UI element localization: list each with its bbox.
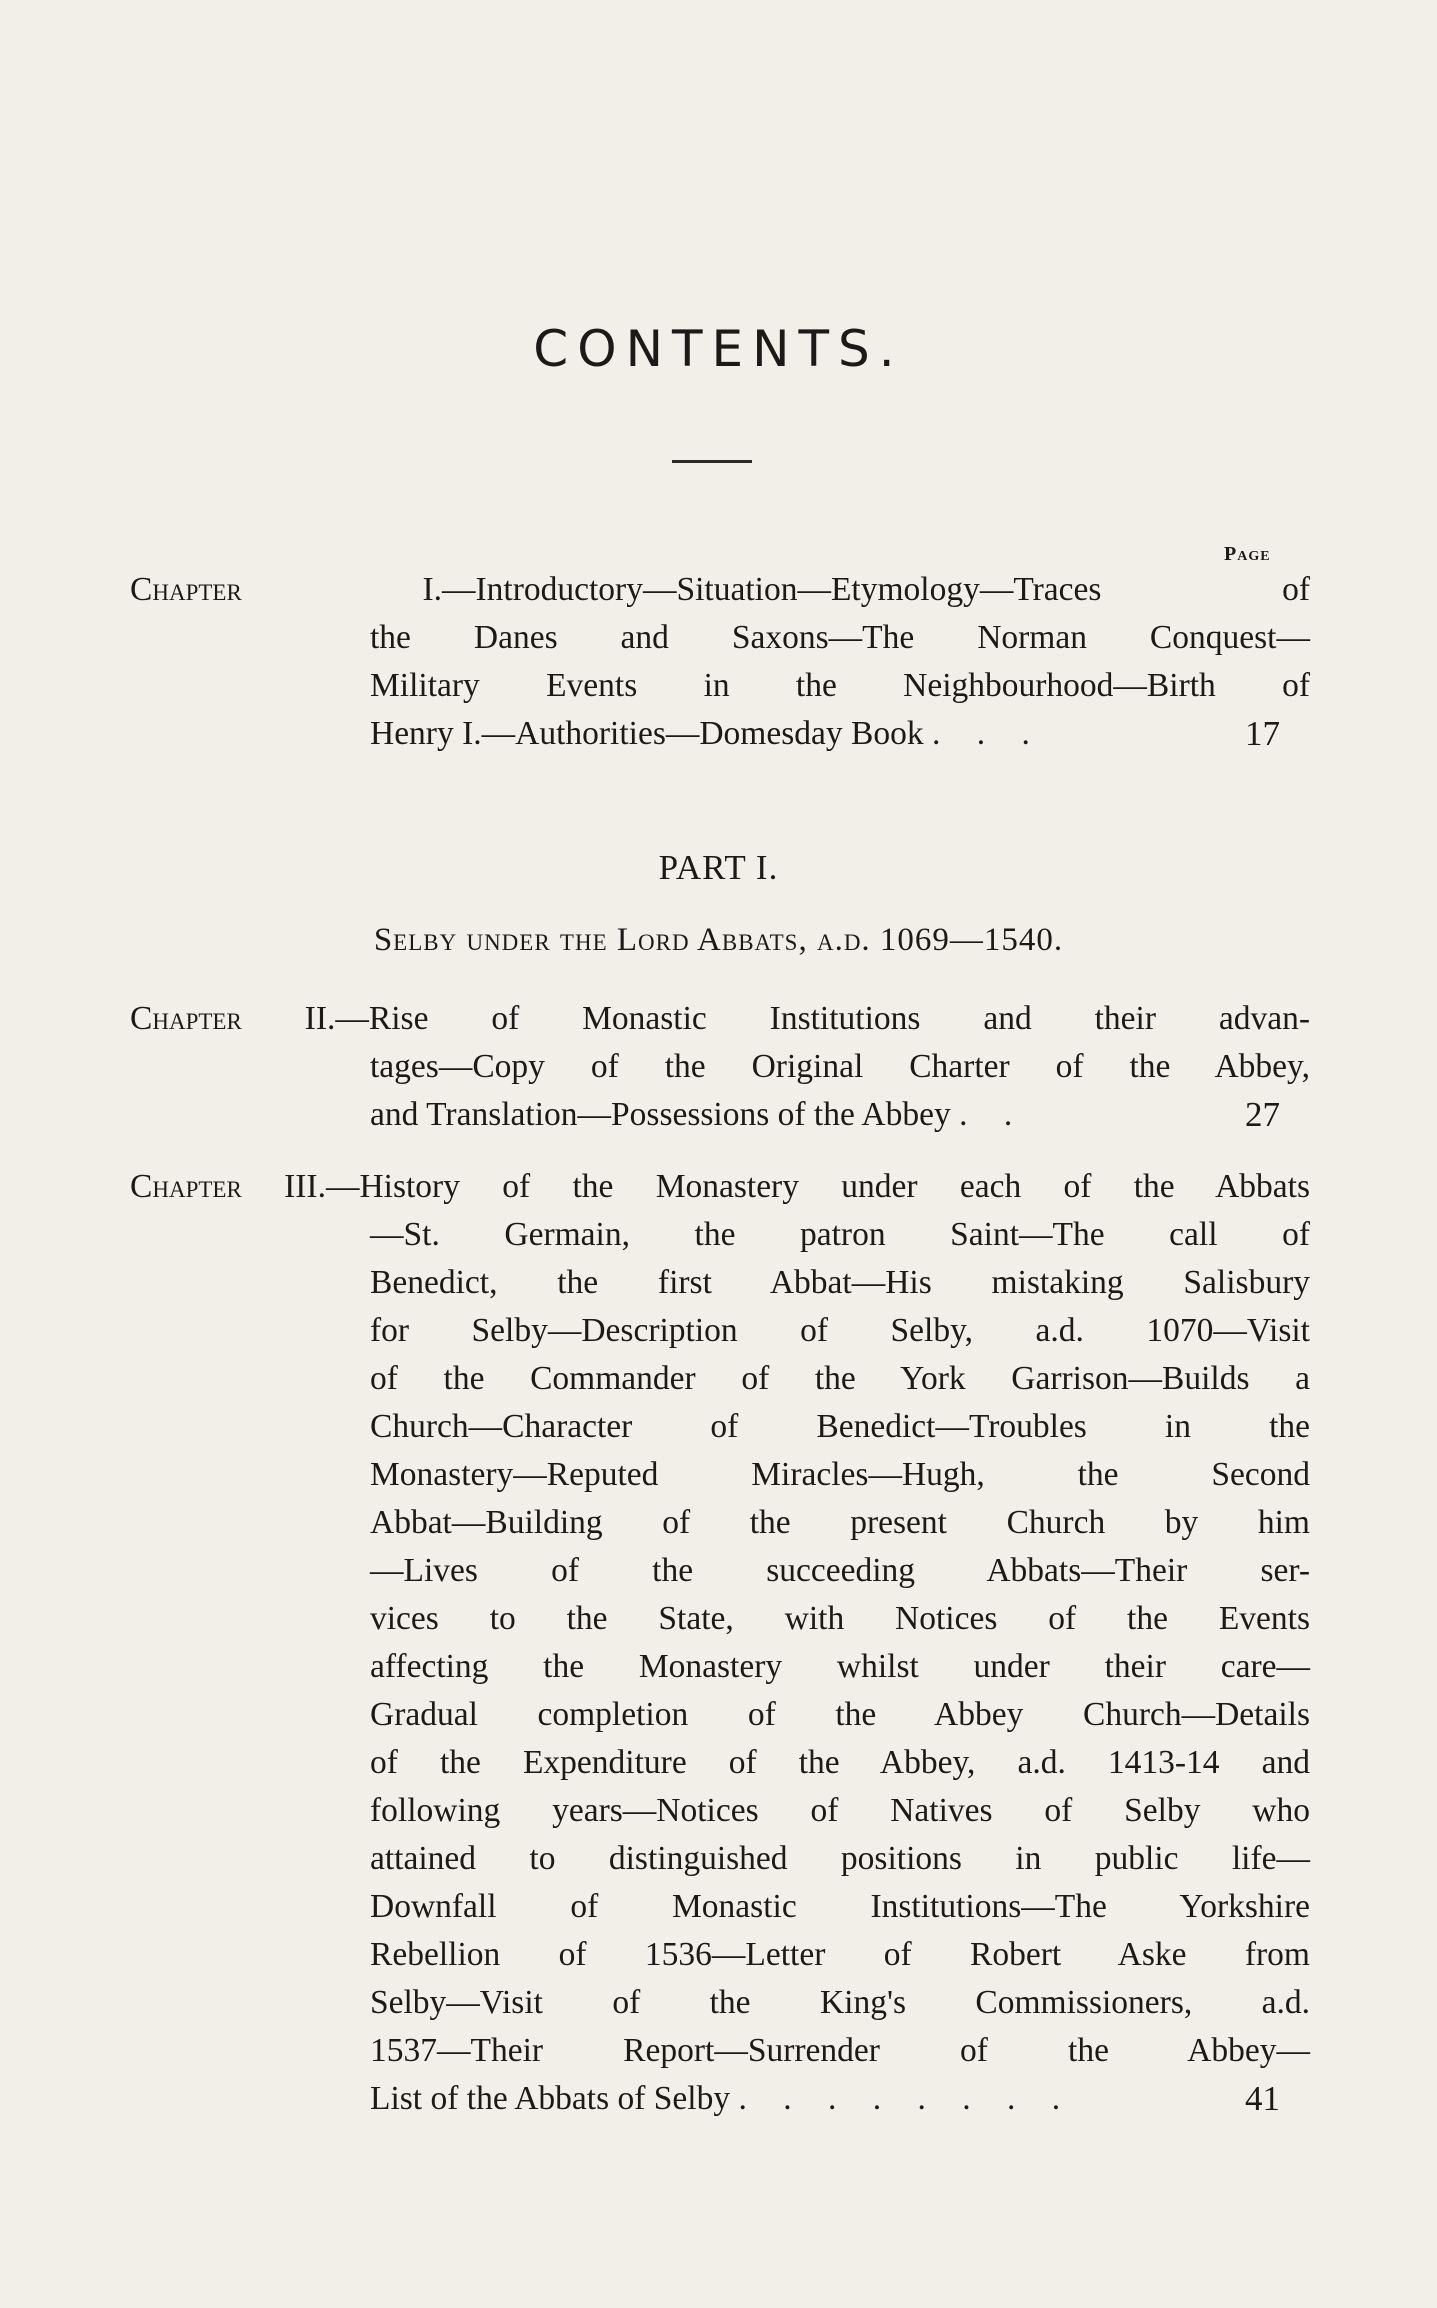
- chapter-text-line: List of the Abbats of Selby: [370, 2080, 731, 2117]
- chapter-text-line: Rebellion of 1536—Letter of Robert Aske from: [370, 1936, 1310, 1973]
- toc-line: [130, 1547, 1310, 1595]
- chapter-text-line: affecting the Monastery whilst under their care—: [370, 1648, 1310, 1685]
- title-rule: [672, 460, 752, 463]
- chapter-text-line: the Danes and Saxons—The Norman Conquest—: [370, 619, 1310, 656]
- toc-line: [130, 1835, 1310, 1883]
- chapter-text-line: —Introductory—Situation—Etymology—Traces of: [442, 571, 1311, 608]
- chapter-text-line: Henry I.—Authorities—Domesday Book: [370, 715, 924, 752]
- toc-line: [130, 1643, 1310, 1691]
- chapter-text-line: —Lives of the succeeding Abbats—Their ser-: [370, 1552, 1310, 1589]
- toc-line: [130, 662, 1310, 710]
- chapter-text-line: Church—Character of Benedict—Troubles in the: [370, 1408, 1310, 1445]
- toc-entry-chapter-3[interactable]: [130, 1163, 1310, 2123]
- toc-line: [130, 1451, 1310, 1499]
- chapter-text-line: of the Commander of the York Garrison—Builds a: [370, 1360, 1310, 1397]
- chapter-text-line: attained to distinguished positions in public life—: [370, 1840, 1310, 1877]
- chapter-text-line: Benedict, the first Abbat—His mistaking Salisbury: [370, 1264, 1310, 1301]
- toc-line: [130, 1163, 1310, 1211]
- toc-line: [130, 1883, 1310, 1931]
- toc-line: [130, 2075, 1290, 2123]
- chapter-text-line: of the Expenditure of the Abbey, a.d. 1413-14 and: [370, 1744, 1310, 1781]
- chapter-text-line: Monastery—Reputed Miracles—Hugh, the Second: [370, 1456, 1310, 1493]
- leader-dots: . . .: [931, 715, 1044, 752]
- toc-line: [130, 1091, 1290, 1139]
- chapter-text-line: Military Events in the Neighbourhood—Birth of: [370, 667, 1310, 704]
- page-number: 27: [1245, 1095, 1280, 1134]
- toc-line: [130, 1787, 1310, 1835]
- toc-line: [130, 1259, 1310, 1307]
- leader-dots: . .: [959, 1096, 1027, 1133]
- chapter-text-line: Selby—Visit of the King's Commissioners, a.d.: [370, 1984, 1310, 2021]
- toc-line: [130, 1307, 1310, 1355]
- toc-line: [130, 1691, 1310, 1739]
- part-subtitle: Selby under the Lord Abbats, a.d. 1069—1540.: [373, 922, 1064, 958]
- toc-line: [130, 995, 1310, 1043]
- part-title: PART I.: [658, 848, 779, 887]
- chapter-text-line: for Selby—Description of Selby, a.d. 1070—Visit: [370, 1312, 1310, 1349]
- chapter-text-line: following years—Notices of Natives of Selby who: [370, 1792, 1310, 1829]
- toc-line: [130, 1739, 1310, 1787]
- toc-line: [130, 2027, 1310, 2075]
- toc-line: [130, 1595, 1310, 1643]
- page-title: CONTENTS.: [533, 320, 904, 378]
- chapter-label: Chapter III.: [130, 1168, 326, 1205]
- chapter-text-line: Gradual completion of the Abbey Church—Details: [370, 1696, 1310, 1733]
- chapter-text-line: vices to the State, with Notices of the Events: [370, 1600, 1310, 1637]
- toc-line: [130, 566, 1311, 614]
- toc-line: [130, 1979, 1310, 2027]
- toc-line: [130, 1355, 1310, 1403]
- chapter-text-line: —St. Germain, the patron Saint—The call of: [370, 1216, 1310, 1253]
- toc-line: [130, 1931, 1310, 1979]
- chapter-text-line: —History of the Monastery under each of the Abbats: [325, 1168, 1310, 1205]
- leader-dots: . . . . . . . .: [738, 2080, 1075, 2117]
- toc-line: [130, 1499, 1310, 1547]
- page-number: 41: [1245, 2079, 1280, 2118]
- toc-entry-chapter-1[interactable]: [130, 566, 1311, 758]
- toc-entry-chapter-2[interactable]: [130, 995, 1310, 1139]
- chapter-text-line: Abbat—Building of the present Church by him: [370, 1504, 1310, 1541]
- toc-line: [130, 1211, 1310, 1259]
- page-column-heading: Page: [1224, 543, 1271, 565]
- chapter-text-line: —Rise of Monastic Institutions and their advan-: [335, 1000, 1310, 1037]
- toc-line: [130, 1043, 1310, 1091]
- chapter-label: Chapter II.: [130, 1000, 336, 1037]
- toc-line: [130, 614, 1310, 662]
- toc-line: [130, 710, 1290, 758]
- chapter-text-line: 1537—Their Report—Surrender of the Abbey—: [370, 2032, 1310, 2069]
- toc-line: [130, 1403, 1310, 1451]
- chapter-label: Chapter I.: [130, 571, 443, 608]
- page-number: 17: [1245, 714, 1280, 753]
- chapter-text-line: tages—Copy of the Original Charter of the Abbey,: [370, 1048, 1310, 1085]
- chapter-text-line: Downfall of Monastic Institutions—The Yorkshire: [370, 1888, 1310, 1925]
- chapter-text-line: and Translation—Possessions of the Abbey: [370, 1096, 951, 1133]
